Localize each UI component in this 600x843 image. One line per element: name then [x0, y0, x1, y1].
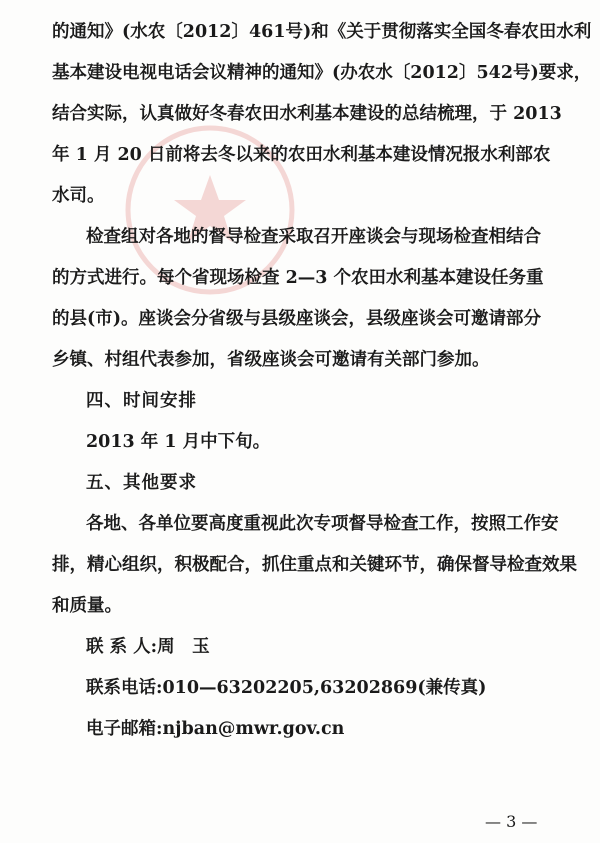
schedule-text: 2013 年 1 月中下旬。: [86, 432, 271, 452]
contact-email: 电子邮箱:njban@mwr.gov.cn: [86, 719, 345, 739]
paragraph-1-line-3: 结合实际，认真做好冬春农田水利基本建设的总结梳理，于 2013: [52, 104, 562, 124]
paragraph-2-line-3: 的县(市)。座谈会分省级与县级座谈会，县级座谈会可邀请部分: [52, 309, 542, 329]
page-number: — 3 —: [485, 812, 538, 831]
paragraph-1-line-5: 水司。: [52, 186, 105, 206]
paragraph-2-line-2: 的方式进行。每个省现场检查 2—3 个农田水利基本建设任务重: [52, 268, 544, 288]
section-heading-schedule: 四、时间安排: [86, 391, 197, 411]
paragraph-2-line-4: 乡镇、村组代表参加，省级座谈会可邀请有关部门参加。: [52, 350, 490, 370]
contact-phone: 联系电话:010—63202205,63202869(兼传真): [86, 678, 487, 698]
paragraph-1-line-2: 基本建设电视电话会议精神的通知》(办农水〔2012〕542号)要求，: [52, 63, 592, 83]
contact-person: 联 系 人:周 玉: [86, 637, 210, 657]
paragraph-2-line-1: 检查组对各地的督导检查采取召开座谈会与现场检查相结合: [86, 227, 541, 247]
paragraph-4-line-2: 排，精心组织，积极配合，抓住重点和关键环节，确保督导检查效果: [52, 555, 577, 575]
paragraph-4-line-1: 各地、各单位要高度重视此次专项督导检查工作，按照工作安: [86, 514, 559, 534]
paragraph-1-line-1: 的通知》(水农〔2012〕461号)和《关于贯彻落实全国冬春农田水利: [52, 22, 592, 42]
paragraph-1-line-4: 年 1 月 20 日前将去冬以来的农田水利基本建设情况报水利部农: [52, 145, 551, 165]
section-heading-requirements: 五、其他要求: [86, 473, 197, 493]
paragraph-4-line-3: 和质量。: [52, 596, 122, 616]
